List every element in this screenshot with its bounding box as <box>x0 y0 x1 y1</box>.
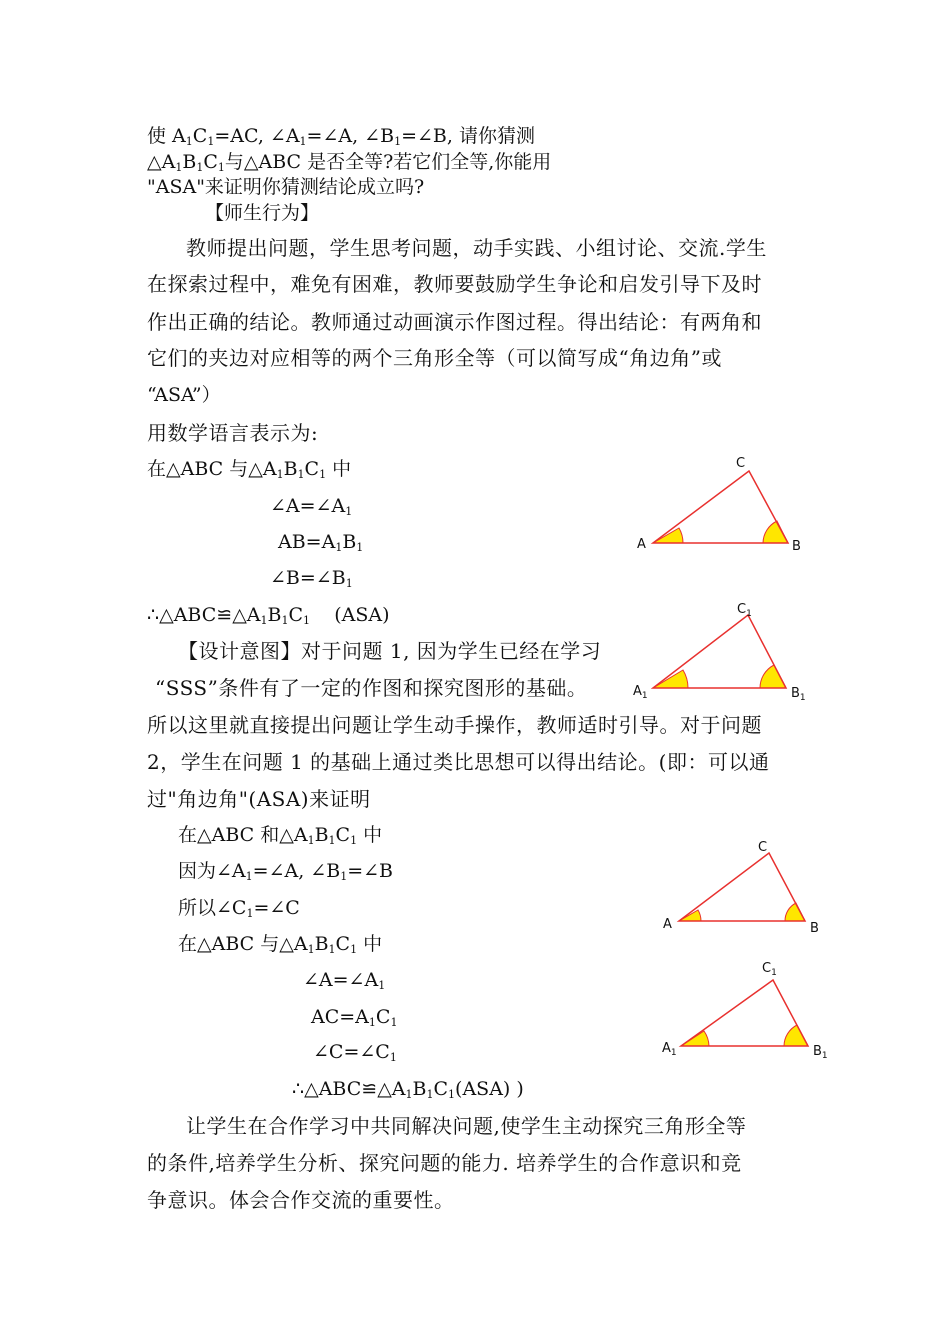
vertex-a1-label: $A_1$ <box>633 684 648 701</box>
proof1-step-3: $\angle B=\angle B_1$ <box>270 567 353 590</box>
design-line-4: 2，学生在问题 1 的基础上通过类比思想可以得出结论。(即：可以通 <box>147 750 770 774</box>
vertex-a-label: A <box>663 917 672 932</box>
triangle-a1b1c1-figure-1 <box>628 598 818 702</box>
proof2-line-5: $\angle A=\angle A_1$ <box>303 969 386 992</box>
vertex-a1-label: $A_1$ <box>662 1041 677 1058</box>
design-line-1: 【设计意图】对于问题 1, 因为学生已经在学习 <box>178 639 602 663</box>
triangle-abc-figure-1 <box>628 455 818 555</box>
proof2-line-4: 在△ABC 与$\triangle A_1B_1C_1$ 中 <box>178 933 383 956</box>
vertex-c1-label: $C_1$ <box>762 961 777 978</box>
vertex-b1-label: $B_1$ <box>791 686 806 702</box>
para1-line-1: 教师提出问题，学生思考问题，动手实践、小组讨论、交流.学生 <box>186 236 767 260</box>
vertex-b-label: B <box>792 539 801 554</box>
vertex-b1-label: $B_1$ <box>813 1044 828 1061</box>
proof1-conclusion: $\therefore\triangle ABC≌\triangle A_1B_1C_1$ (ASA) <box>147 604 390 627</box>
proof1-step-1: $\angle A=\angle A_1$ <box>270 495 353 518</box>
angle-b1-marker <box>760 665 786 688</box>
para1-line-4: 它们的夹边对应相等的两个三角形全等（可以简写成“角边角”或 <box>147 346 722 370</box>
vertex-c-label: C <box>736 456 746 471</box>
proof2-line-3: 所以$\angle C_1=\angle C$ <box>178 897 300 920</box>
design-line-5: 过"角边角"(ASA)来证明 <box>147 787 371 811</box>
vertex-c-label: C <box>758 840 768 855</box>
para1-line-3: 作出正确的结论。教师通过动画演示作图过程。得出结论：有两角和 <box>147 310 762 334</box>
math-intro: 用数学语言表示为: <box>147 421 319 445</box>
para2-line-3: 争意识。体会合作交流的重要性。 <box>147 1188 455 1212</box>
proof1-step-2: $AB=A_1B_1$ <box>278 531 364 554</box>
proof2-line-1: 在△ABC 和$\triangle A_1B_1C_1$ 中 <box>178 824 383 847</box>
vertex-a-label: A <box>637 537 646 552</box>
para2-line-2: 的条件,培养学生分析、探究问题的能力. 培养学生的合作意识和竞 <box>147 1151 742 1175</box>
triangle-abc-figure-2 <box>656 836 836 936</box>
design-line-3: 所以这里就直接提出问题让学生动手操作，教师适时引导。对于问题 <box>147 713 762 737</box>
para1-line-2: 在探索过程中，难免有困难，教师要鼓励学生争论和启发引导下及时 <box>147 272 762 296</box>
proof2-line-8: $\therefore\triangle ABC≌\triangle A_1B_1C_1(ASA)$ ) <box>292 1078 524 1101</box>
question-line-1: 使 $A_1C_1=AC$, $\angle A_1=\angle A$, $\angle B_1=\angle B$, 请你猜测 <box>147 125 535 148</box>
angle-b-marker <box>785 903 805 921</box>
angle-a1-marker <box>653 670 688 688</box>
vertex-b-label: B <box>810 921 819 936</box>
triangle-a1b1c1-figure-2 <box>656 958 840 1062</box>
angle-b1-marker <box>784 1025 808 1046</box>
proof2-line-7: $\angle C=\angle C_1$ <box>313 1041 397 1064</box>
angle-a-marker <box>653 528 683 543</box>
design-line-2: “SSS”条件有了一定的作图和探究图形的基础。 <box>155 676 588 700</box>
proof1-intro: 在△ABC 与$\triangle A_1B_1C_1$ 中 <box>147 458 352 481</box>
proof2-line-6: $AC=A_1C_1$ <box>311 1006 398 1029</box>
para2-line-1: 让学生在合作学习中共同解决问题,使学生主动探究三角形全等 <box>186 1114 747 1138</box>
question-line-2: $\triangle A_1B_1C_1$与△ABC 是否全等?若它们全等,你能用 <box>147 151 552 174</box>
vertex-c1-label: $C_1$ <box>737 602 752 619</box>
section-heading: 【师生行为】 <box>205 202 320 224</box>
proof2-line-2: 因为$\angle A_1=\angle A$, $\angle B_1=\angle B$ <box>178 860 393 883</box>
angle-b-marker <box>763 521 788 543</box>
para1-line-5: “ASA”） <box>147 384 221 406</box>
question-line-3: "ASA"来证明你猜测结论成立吗? <box>147 176 425 198</box>
design-label: 【设计意图】 <box>178 639 301 663</box>
